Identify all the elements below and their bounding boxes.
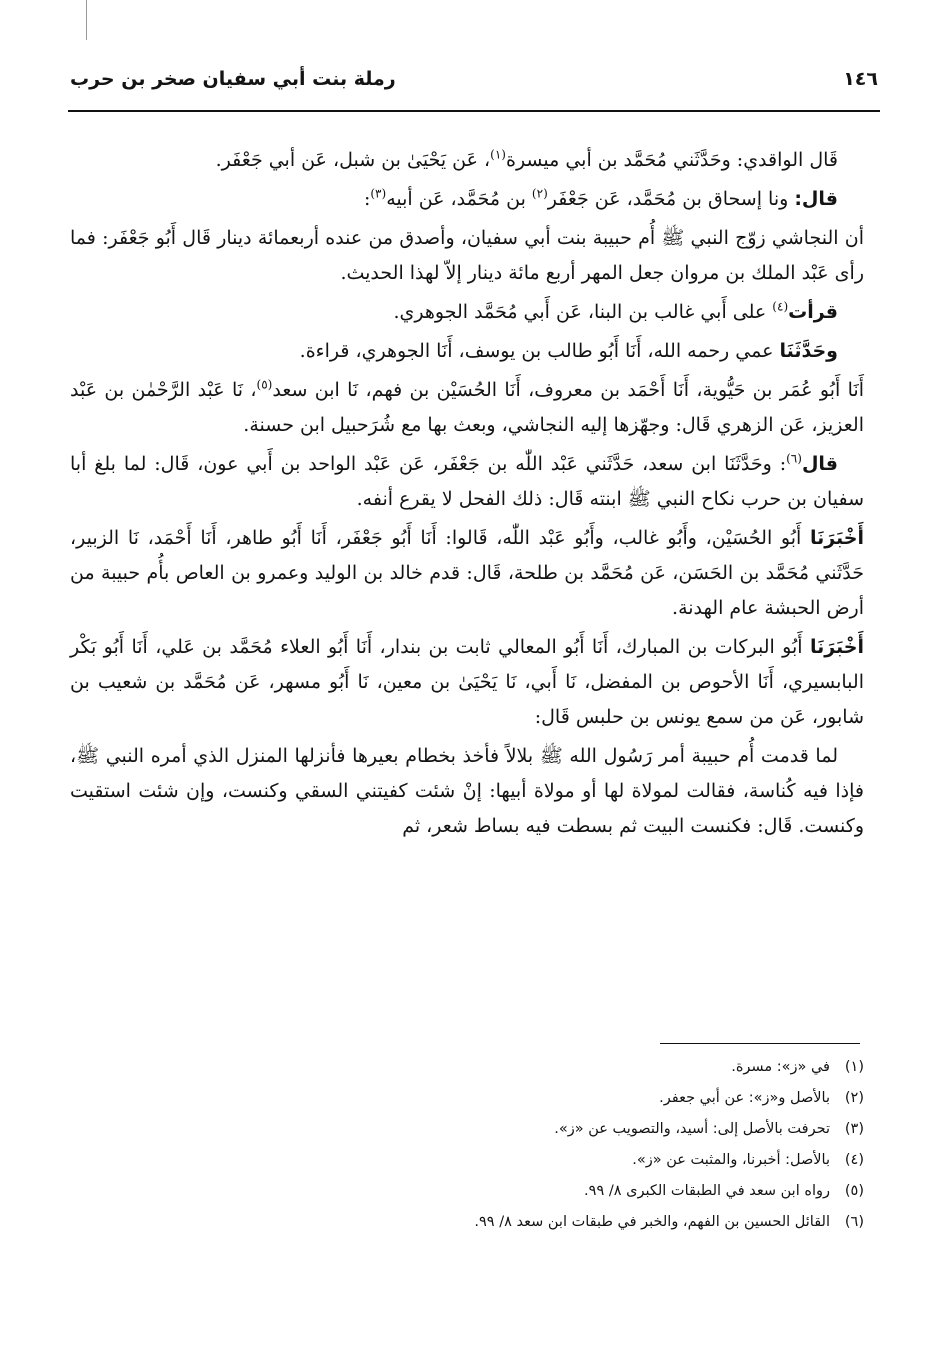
footnote-1: (١)في «ز»: مسرة. xyxy=(731,1059,864,1075)
footnote-2: (٢)بالأصل و«ز»: عن أبي جعفر. xyxy=(659,1090,864,1106)
paragraph-7: قال$^{(٦)}$: وحَدَّثَنَا ابن سعد، حَدَّثَني عَبْد اللّٰه بن جَعْفَر، عَن عَبْد الواحد بن أَبي عون، قَال: لما بلغ أبا سفيان بن حرب نكاح النبي ﷺ ابنته قَال: ذلك الفحل لا يقرع أنفه. xyxy=(70,451,864,510)
paragraph-4: قرأت$^{(٤)}$ على أَبي غالب بن البنا، عَن أَبي مُحَمَّد الجوهري. xyxy=(393,299,838,323)
scan-edge-mark xyxy=(86,0,87,40)
footnote-3: (٣)تحرفت بالأصل إلى: أسيد، والتصويب عن «ز». xyxy=(554,1121,864,1137)
paragraph-9: أَخْبَرَنَا أَبُو البركات بن المبارك، أَنَا أَبُو المعالي ثابت بن بندار، أَنَا أَبُو العلاء مُحَمَّد بن عَلي، أَنَا أَبُو بَكْر البابسيري، أَنَا الأحوص بن المفضل، نَا أَبي، نَا يَحْيَىٰ بن معين، نَا أَبُو مسهر، عَن مُحَمَّد بن شعيب بن شابور، عَن من سمع يونس بن حلبس قَال: xyxy=(70,636,864,728)
main-text xyxy=(70,143,864,848)
footnote-rule xyxy=(660,1043,860,1044)
header-rule xyxy=(68,110,880,112)
paragraph-10: لما قدمت أُم حبيبة أمر رَسُول الله ﷺ بلالاً فأخذ بخطام بعيرها فأنزلها المنزل الذي أمره النبي ﷺ، فإذا فيه كُناسة، فقالت لمولاة لها أو مولاة أبيها: إنْ شئت كفيتني السقي وكنست، وإن شئت استقيت وكنست. قَال: فكنست البيت ثم بسطت فيه بساط شعر، ثم xyxy=(70,745,864,837)
paragraph-3: أن النجاشي زوّج النبي ﷺ أُم حبيبة بنت أبي سفيان، وأصدق من عنده أربعمائة دينار قَال أَبُو جَعْفَر: فما رأى عَبْد الملك بن مروان جعل المهر أربع مائة دينار إلاّ لهذا الحديث. xyxy=(70,227,864,284)
paragraph-8: أَخْبَرَنَا أَبُو الحُسَيْن، وأَبُو غالب، وأَبُو عَبْد اللّٰه، قَالوا: أَنَا أَبُو جَعْفَر، أَنَا أَبُو طاهر، أَنَا أَحْمَد، نَا الزبير، حَدَّثَني مُحَمَّد بن الحَسَن، عَن مُحَمَّد بن طلحة، قَال: قدم خالد بن الوليد وعمرو بن العاص بأُم حبيبة من أرض الحبشة عام الهدنة. xyxy=(70,527,864,619)
page-header xyxy=(70,68,878,104)
paragraph-6: أَنَا أَبُو عُمَر بن حَيُّوية، أَنَا أَحْمَد بن معروف، أَنَا الحُسَيْن بن فهم، نَا ابن سعد$^{(٥)}$، نَا عَبْد الرَّحْمٰن بن عَبْد العزيز، عَن الزهري قَال: وجهّزها إليه النجاشي، وبعث بها مع شُرَحبيل ابن حسنة. xyxy=(70,377,864,436)
footnote-4: (٤)بالأصل: أخبرنا، والمثبت عن «ز». xyxy=(632,1152,864,1168)
paragraph-5: وحَدَّثَنَا عمي رحمه الله، أَنَا أَبُو طالب بن يوسف، أَنَا الجوهري، قراءة. xyxy=(299,340,838,362)
paragraph-2: قال: ونا إسحاق بن مُحَمَّد، عَن جَعْفَر$^{(٢)}$ بن مُحَمَّد، عَن أبيه$^{(٣)}$: xyxy=(363,186,838,210)
footnote-5: (٥)رواه ابن سعد في الطبقات الكبرى ٨/ ٩٩. xyxy=(584,1183,864,1199)
page-number: ١٤٦ xyxy=(843,68,878,90)
paragraph-1: قَال الواقدي: وحَدَّثَني مُحَمَّد بن أبي ميسرة$^{(١)}$، عَن يَحْيَىٰ بن شبل، عَن أبي جَعْفَر. xyxy=(215,147,838,171)
footnotes xyxy=(260,1052,864,1238)
running-title: رملة بنت أبي سفيان صخر بن حرب xyxy=(70,68,396,90)
footnote-6: (٦)القائل الحسين بن الفهم، والخبر في طبقات ابن سعد ٨/ ٩٩. xyxy=(474,1214,864,1230)
